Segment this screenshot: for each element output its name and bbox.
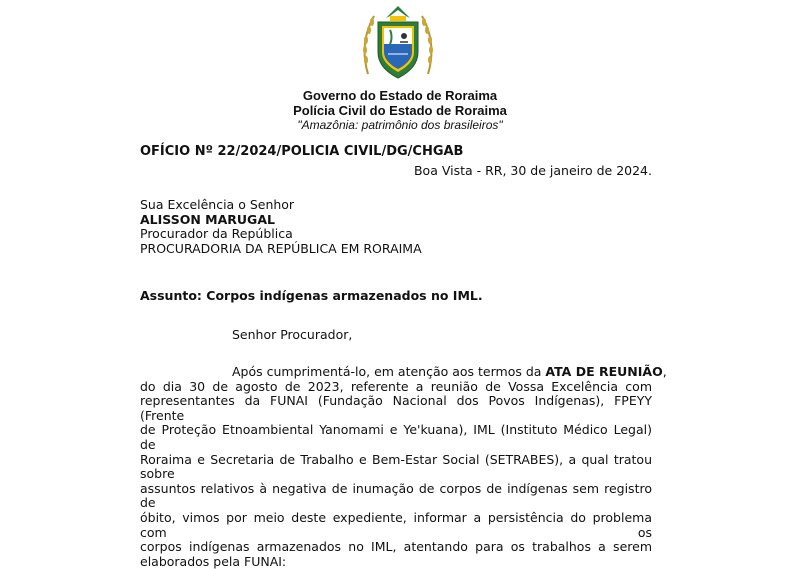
letterhead [140, 88, 660, 133]
body-paragraph [140, 364, 667, 569]
body-bold-ata: ATA DE REUNIÃO [545, 364, 663, 379]
oficio-number: OFÍCIO Nº 22/2024/POLICIA CIVIL/DG/CHGAB [140, 144, 464, 159]
addressee-office: PROCURADORIA DA REPÚBLICA EM RORAIMA [140, 240, 422, 256]
body-line-3: representantes da FUNAI (Fundação Nacional dos Povos Indígenas), FPEYY (Frente [140, 393, 652, 423]
body-line-1: Após cumprimentá-lo, em atenção aos termos da ATA DE REUNIÃO, [232, 364, 667, 379]
addressee-name: ALISSON MARUGAL [140, 211, 275, 227]
subject-line: Assunto: Corpos indígenas armazenados no IML. [140, 288, 483, 303]
body-line-7: óbito, vimos por meio deste expediente, informar a persistência do problema com os [140, 509, 652, 540]
body-line-5: Roraima e Secretaria de Trabalho e Bem-Estar Social (SETRABES), a qual tratou sobre [140, 451, 652, 482]
body-line-8: corpos indígenas armazenados no IML, atentando para os trabalhos a serem [140, 539, 652, 555]
body-line-9: elaborados pela FUNAI: [140, 553, 287, 569]
addressee-block [140, 198, 660, 256]
addressee-salutation: Sua Excelência o Senhor [140, 197, 295, 212]
header-government: Governo do Estado de Roraima [302, 88, 498, 103]
addressee-title: Procurador da República [140, 226, 293, 241]
coat-of-arms-icon [360, 4, 436, 82]
body-line-6: assuntos relativos à negativa de inumação de corpos de indígenas sem registro de [140, 480, 652, 511]
body-line-2: do dia 30 de agosto de 2023, referente a reunião de Vossa Excelência com [140, 378, 652, 394]
body-line-4: de Proteção Etnoambiental Yanomami e Ye'kuana), IML (Instituto Médico Legal) de [140, 422, 652, 452]
header-police: Polícia Civil do Estado de Roraima [293, 103, 507, 118]
header-motto: "Amazônia: patrimônio dos brasileiros" [297, 118, 503, 132]
greeting: Senhor Procurador, [232, 327, 353, 342]
date-line: Boa Vista - RR, 30 de janeiro de 2024. [413, 163, 652, 178]
